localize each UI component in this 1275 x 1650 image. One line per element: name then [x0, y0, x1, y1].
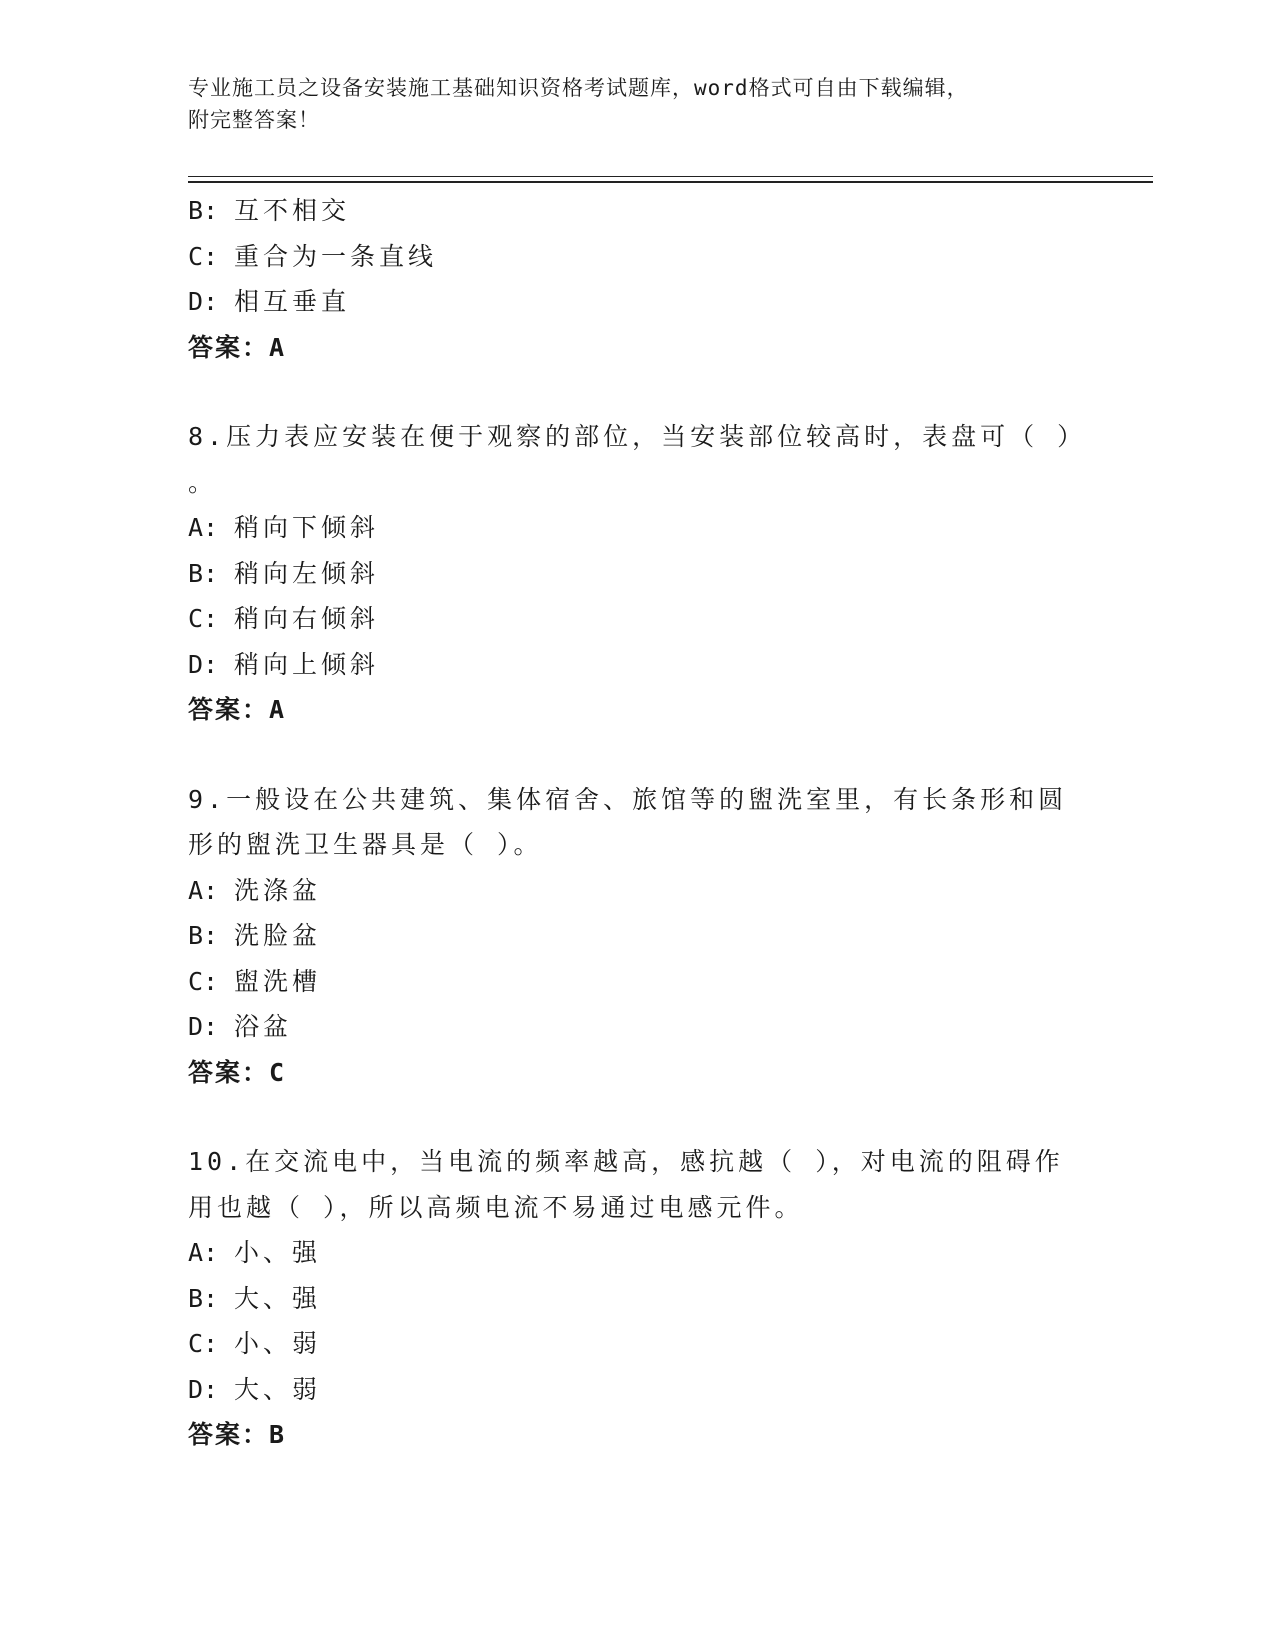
- question-8: [188, 414, 1087, 733]
- question-text-line: 10.在交流电中，当电流的频率越高，感抗越（ ），对电流的阻碍作: [188, 1147, 1064, 1176]
- spacer: [188, 1095, 1048, 1139]
- option-d: [188, 1004, 1048, 1050]
- answer-line: 答案：B: [188, 1420, 287, 1449]
- option-text: 稍向左倾斜: [234, 558, 380, 588]
- option-a: [188, 868, 1048, 914]
- option-d: [188, 1367, 1048, 1413]
- option-label: C:: [188, 241, 219, 271]
- option-text: 重合为一条直线: [234, 241, 438, 271]
- option-label: C:: [188, 966, 219, 996]
- document-header: [188, 72, 1048, 136]
- option-b: [188, 913, 1048, 959]
- header-divider-thick: [188, 181, 1153, 183]
- option-c: [188, 959, 1048, 1005]
- option-label: D:: [188, 1374, 219, 1404]
- option-text: 洗涤盆: [234, 875, 322, 905]
- header-line-1: 专业施工员之设备安装施工基础知识资格考试题库，word格式可自由下载编辑，: [188, 76, 969, 100]
- option-label: D:: [188, 287, 219, 316]
- option-label: D:: [188, 649, 219, 679]
- spacer: [188, 370, 1048, 414]
- option-b: [188, 551, 1048, 597]
- option-text: 大、强: [234, 1283, 322, 1313]
- question-text-line: 8.压力表应安装在便于观察的部位，当安装部位较高时，表盘可（ ）: [188, 422, 1087, 451]
- header-line-2: 附完整答案！: [188, 108, 320, 132]
- option-label: C:: [188, 604, 219, 633]
- option-label: A:: [188, 1238, 219, 1267]
- option-text: 大、弱: [234, 1374, 322, 1404]
- answer-line: 答案：A: [188, 695, 287, 724]
- option-text: 相互垂直: [234, 287, 351, 316]
- answer-line: 答案：A: [188, 332, 287, 362]
- option-b: [188, 188, 1048, 234]
- question-10: [188, 1139, 1064, 1458]
- option-label: B:: [188, 558, 219, 588]
- option-a: [188, 1230, 1048, 1276]
- question-9: [188, 777, 1068, 1096]
- option-label: B:: [188, 196, 219, 225]
- option-c: [188, 234, 1048, 280]
- spacer: [188, 733, 1048, 777]
- option-text: 互不相交: [234, 196, 351, 225]
- option-a: [188, 505, 1048, 551]
- header-divider-thin: [188, 176, 1153, 177]
- option-b: [188, 1276, 1048, 1322]
- option-label: D:: [188, 1012, 219, 1041]
- option-label: A:: [188, 513, 219, 542]
- option-label: B:: [188, 921, 219, 950]
- previous-question-block: [188, 188, 1048, 370]
- option-text: 小、强: [234, 1238, 322, 1267]
- question-text-line: 。: [188, 467, 218, 497]
- option-label: C:: [188, 1329, 219, 1358]
- option-d: [188, 279, 1048, 325]
- option-text: 浴盆: [234, 1012, 293, 1041]
- option-c: [188, 1321, 1048, 1367]
- option-text: 小、弱: [234, 1329, 322, 1358]
- question-list: [188, 188, 1087, 1458]
- option-label: B:: [188, 1283, 219, 1313]
- option-text: 稍向上倾斜: [234, 649, 380, 679]
- question-text-line: 9.一般设在公共建筑、集体宿舍、旅馆等的盥洗室里，有长条形和圆: [188, 784, 1068, 814]
- option-text: 稍向右倾斜: [234, 604, 380, 633]
- option-text: 盥洗槽: [234, 966, 322, 996]
- option-label: A:: [188, 875, 219, 905]
- option-d: [188, 642, 1048, 688]
- option-c: [188, 596, 1048, 642]
- answer-line: 答案：C: [188, 1057, 287, 1087]
- question-text-line: 形的盥洗卫生器具是（ ）。: [188, 830, 543, 859]
- question-text-line: 用也越（ ），所以高频电流不易通过电感元件。: [188, 1192, 804, 1222]
- option-text: 洗脸盆: [234, 921, 322, 950]
- option-text: 稍向下倾斜: [234, 513, 380, 542]
